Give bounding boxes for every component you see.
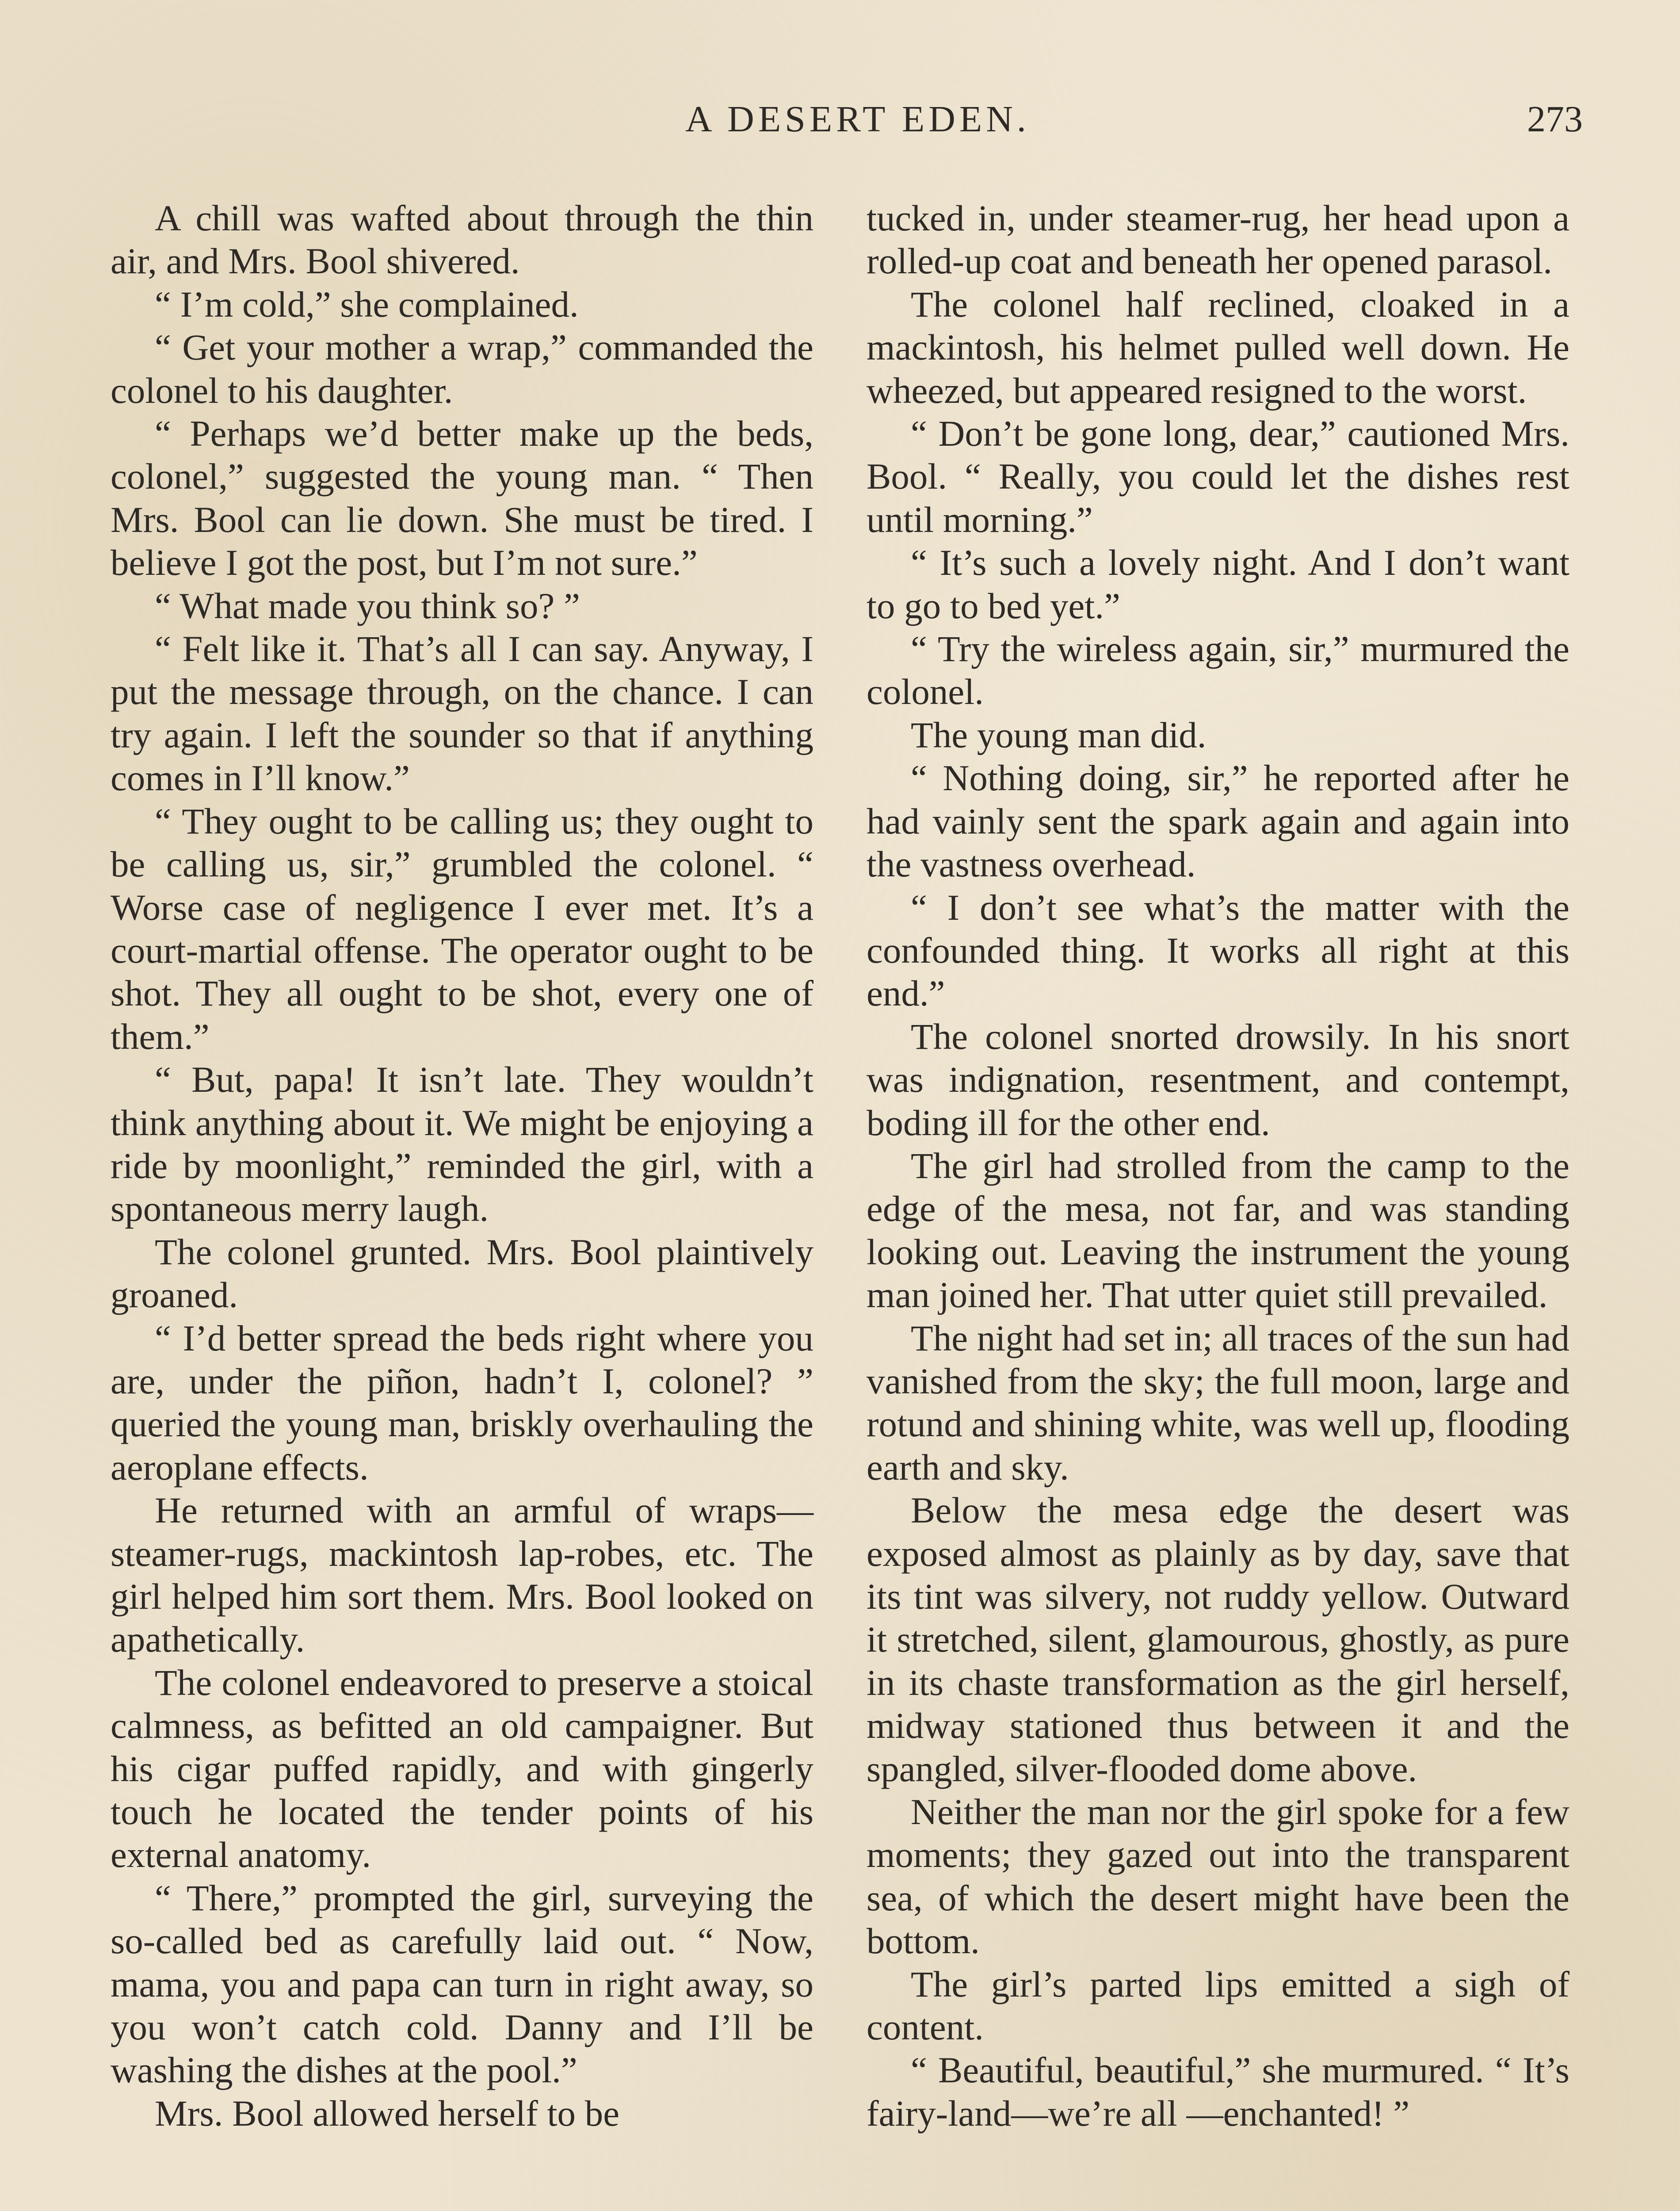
- paragraph: The girl’s parted lips emitted a sigh of content.: [867, 1963, 1569, 2048]
- paragraph: The young man did.: [911, 714, 1207, 755]
- paragraph: The colonel snorted drowsily. In his snort was indignation, resentment, and contempt, boding ill for the other end.: [867, 1016, 1569, 1143]
- paragraph: “ Try the wireless again, sir,” murmured the colonel.: [867, 628, 1569, 712]
- paragraph: “ There,” prompted the girl, surveying the so-called bed as carefully laid out. “ Now, mama, you and papa can turn in right away, so you won’t catch cold. Danny and I’ll be washing the dishes at the pool.”: [111, 1877, 813, 2091]
- left-column: [111, 197, 813, 2135]
- paragraph: “ Perhaps we’d better make up the beds, colonel,” suggested the young man. “ Then Mrs. Bool can lie down. She must be tired. I believe I got the post, but I’m not sure.”: [111, 413, 813, 583]
- page-number: 273: [1527, 99, 1583, 140]
- paragraph: The night had set in; all traces of the sun had vanished from the sky; the full moon, large and rotund and shining white, was well up, flooding earth and sky.: [867, 1317, 1569, 1488]
- paragraph-continued: tucked in, under steamer-rug, her head upon a rolled-up coat and beneath her opened parasol.: [867, 198, 1569, 282]
- paragraph: “ Felt like it. That’s all I can say. Anyway, I put the message through, on the chance. I can try again. I left the sounder so that if anything comes in I’ll know.”: [111, 628, 813, 799]
- paragraph: Below the mesa edge the desert was exposed almost as plainly as by day, save that its tint was silvery, not ruddy yellow. Outward it stretched, silent, glamourous, ghostly, as pure in its chaste transformation as the girl herself, midway stationed thus between it and the spangled, silver-flooded dome above.: [867, 1490, 1569, 1789]
- paragraph: “ What made you think so? ”: [155, 585, 580, 626]
- paragraph: The colonel half reclined, cloaked in a mackintosh, his helmet pulled well down. He wheezed, but appeared resigned to the worst.: [867, 283, 1569, 411]
- paragraph: “ It’s such a lovely night. And I don’t want to go to bed yet.”: [867, 542, 1569, 626]
- page-header: [0, 95, 1680, 144]
- paragraph: The colonel endeavored to preserve a stoical calmness, as befitted an old campaigner. But his cigar puffed rapidly, and with gingerly touch he located the tender points of his external anatomy.: [111, 1662, 813, 1875]
- paragraph: “ But, papa! It isn’t late. They wouldn’t think anything about it. We might be enjoying a ride by moonlight,” reminded the girl, with a spontaneous merry laugh.: [111, 1059, 813, 1229]
- paragraph: Mrs. Bool allowed herself to be: [155, 2092, 620, 2134]
- paragraph: “ Get your mother a wrap,” commanded the colonel to his daughter.: [111, 327, 813, 411]
- right-column: [867, 197, 1569, 2135]
- paragraph: A chill was wafted about through the thin air, and Mrs. Bool shivered.: [111, 198, 813, 282]
- paragraph: “ Beautiful, beautiful,” she murmured. “ It’s fairy-land—we’re all —enchanted! ”: [867, 2050, 1569, 2134]
- paragraph: He returned with an armful of wraps—steamer-rugs, mackintosh lap-robes, etc. The girl helped him sort them. Mrs. Bool looked on apathetically.: [111, 1490, 813, 1660]
- running-head-title: A DESERT EDEN.: [685, 99, 1030, 140]
- paragraph: The colonel grunted. Mrs. Bool plaintively groaned.: [111, 1231, 813, 1316]
- paragraph: The girl had strolled from the camp to the edge of the mesa, not far, and was standing looking out. Leaving the instrument the young man joined her. That utter quiet still prevailed.: [867, 1145, 1569, 1316]
- paragraph: “ I’m cold,” she complained.: [155, 283, 579, 325]
- paragraph: Neither the man nor the girl spoke for a few moments; they gazed out into the transparent sea, of which the desert might have been the bottom.: [867, 1791, 1569, 1962]
- paragraph: “ I don’t see what’s the matter with the confounded thing. It works all right at this end.”: [867, 887, 1569, 1014]
- paragraph: “ They ought to be calling us; they ought to be calling us, sir,” grumbled the colonel. “ Worse case of negligence I ever met. It’s a court-martial offense. The operator ought to be shot. They all ought to be shot, every one of them.”: [111, 800, 813, 1057]
- paragraph: “ Nothing doing, sir,” he reported after he had vainly sent the spark again and again into the vastness overhead.: [867, 757, 1569, 885]
- paragraph: “ Don’t be gone long, dear,” cautioned Mrs. Bool. “ Really, you could let the dishes rest until morning.”: [867, 413, 1569, 540]
- paragraph: “ I’d better spread the beds right where you are, under the piñon, hadn’t I, colonel? ” queried the young man, briskly overhauling the aeroplane effects.: [111, 1317, 813, 1488]
